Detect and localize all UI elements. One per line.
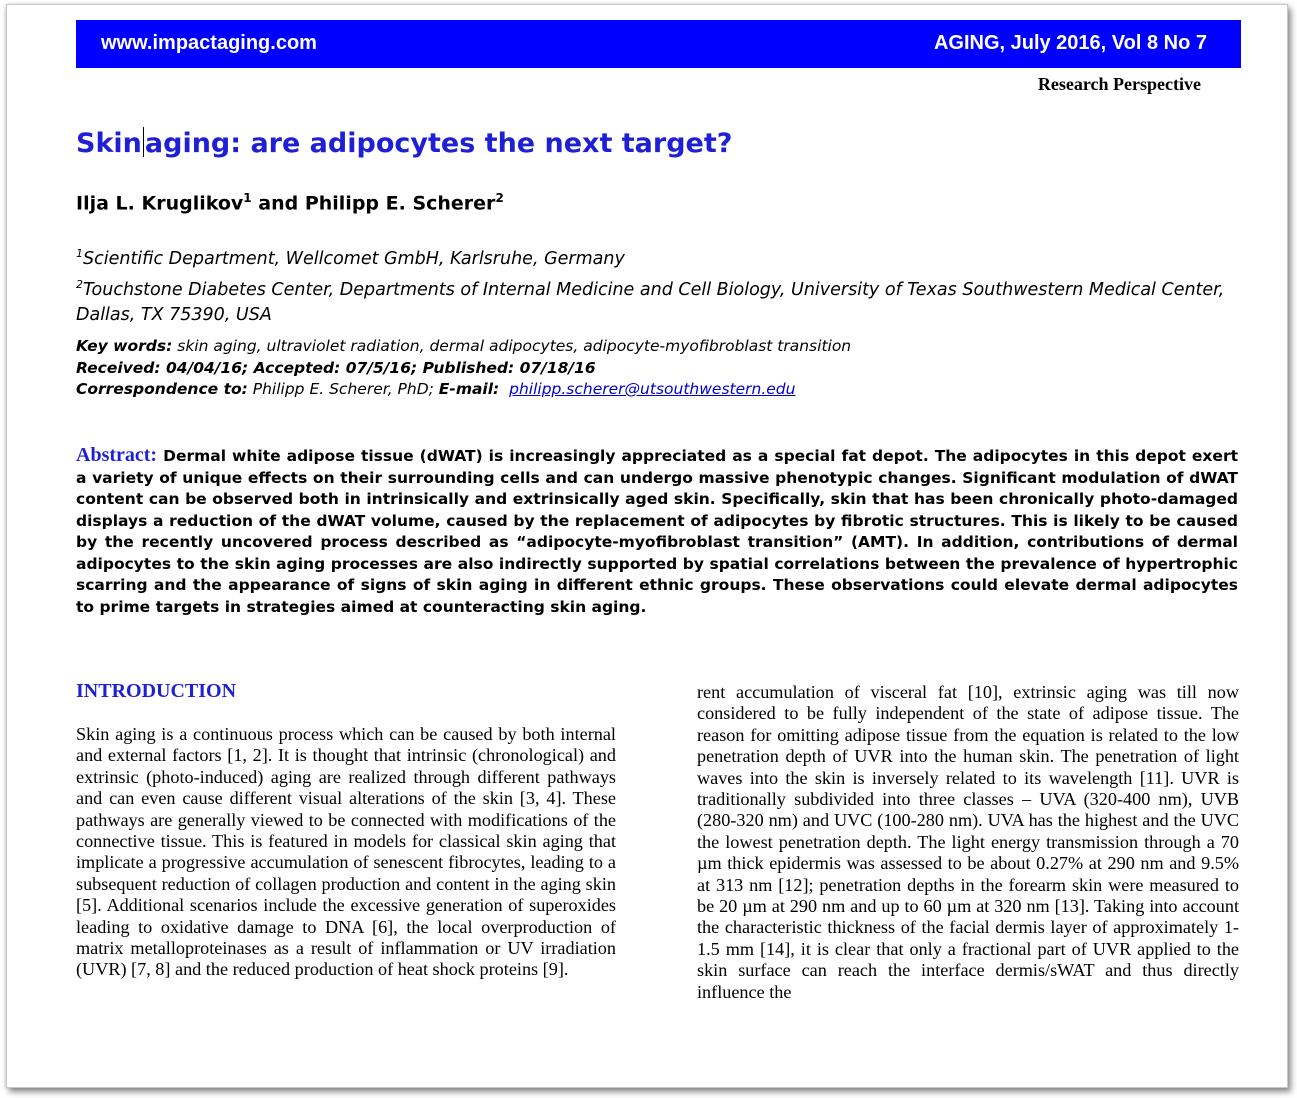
correspondence-name: Philipp E. Scherer, PhD; bbox=[247, 380, 439, 398]
affiliation-1-text: Scientific Department, Wellcomet GmbH, Karlsruhe, Germany bbox=[83, 248, 625, 269]
journal-header-bar bbox=[76, 20, 1241, 68]
author-2: Philipp E. Scherer bbox=[304, 192, 496, 215]
article-metadata bbox=[76, 336, 1246, 401]
keywords: skin aging, ultraviolet radiation, dermal adipocytes, adipocyte-myofibroblast transition bbox=[172, 337, 852, 355]
affiliations bbox=[76, 241, 1246, 328]
author-list bbox=[76, 191, 504, 214]
affiliation-2-num: 2 bbox=[76, 277, 83, 291]
affiliation-1 bbox=[76, 241, 1246, 272]
author-connector: and bbox=[251, 192, 305, 215]
author-1: Ilja L. Kruglikov bbox=[76, 192, 244, 215]
journal-issue: AGING, July 2016, Vol 8 No 7 bbox=[933, 32, 1207, 54]
correspondence-line bbox=[76, 379, 1246, 401]
document-page bbox=[6, 4, 1288, 1088]
article-title[interactable] bbox=[76, 127, 732, 159]
author-1-affil: 1 bbox=[243, 191, 252, 205]
publication-dates: Received: 04/04/16; Accepted: 07/5/16; Published: 07/18/16 bbox=[76, 358, 596, 377]
body-column-right: rent accumulation of visceral fat [10], extrinsic aging was till now considered to be fully independent of the state of adipose tissue. The reason for omitting adipose tissue from the equation is related to the low penetration depth of UVR into the human skin. The penetration of light waves into the skin is inversely related to its wavelength [11]. UVR is traditionally subdivided into three classes – UVA (320-400 nm), UVB (280-320 nm) and UVC (100-280 nm). UVA has the highest and the UVC the lowest penetration depth. The light energy transmission through a 70 µm thick epidermis was assessed to be about 0.27% at 290 nm and 9.5% at 313 nm [12]; penetration depths in the forearm skin were measured to be 20 µm at 290 nm and up to 60 µm at 320 nm [13]. Taking into account the characteristic thickness of the facial dermis layer of approximately 1-1.5 mm [14], it is clear that only a fractional part of UVR applied to the skin surface can reach the interface dermis/sWAT and thus directly influence the bbox=[697, 682, 1239, 1002]
journal-website-link[interactable]: www.impactaging.com bbox=[101, 32, 317, 54]
abstract-text: Dermal white adipose tissue (dWAT) is increasingly appreciated as a special fat depot. The adipocytes in this depot exert a variety of unique effects on their surrounding cells and can undergo massive phenotypic changes. Significant modulation of dWAT content can be observed both in intrinsically and extrinsically aged skin. Specifically, skin that has been chronically photo-damaged displays a reduction of the dWAT volume, caused by the replacement of adipocytes by fibrotic structures. This is likely to be caused by the recently uncovered process described as “adipocyte-myofibroblast transition” (AMT). In addition, contributions of dermal adipocytes to the skin aging processes are also indirectly supported by spatial correlations between the prevalence of hypertrophic scarring and the appearance of signs of skin aging in different ethnic groups. These observations could elevate dermal adipocytes to prime targets in strategies aimed at counteracting skin aging. bbox=[76, 447, 1238, 616]
affiliation-2 bbox=[76, 272, 1246, 328]
keywords-line bbox=[76, 336, 1246, 358]
email-link[interactable]: philipp.scherer@utsouthwestern.edu bbox=[509, 380, 796, 398]
body-column-left: Skin aging is a continuous process which can be caused by both internal and external factors [1, 2]. It is thought that intrinsic (chronological) and extrinsic (photo-induced) aging are realized through different pathways and can even cause different visual alterations of the skin [3, 4]. These pathways are generally viewed to be connected with modifications of the connective tissue. This is featured in models for classical skin aging that implicate a progressive accumulation of senescent fibrocytes, leading to a subsequent reduction of collagen production and content in the aging skin [5]. Additional scenarios include the excessive generation of superoxides leading to oxidative damage to DNA [6], the local overproduction of matrix metalloproteinases as a result of inflammation or UV irradiation (UVR) [7, 8] and the reduced production of heat shock proteins [9]. bbox=[76, 724, 616, 980]
keywords-label: Key words: bbox=[76, 337, 173, 355]
correspondence-label: Correspondence to: bbox=[76, 380, 248, 398]
article-type: Research Perspective bbox=[1037, 74, 1201, 94]
abstract bbox=[76, 445, 1238, 618]
dates-line bbox=[76, 358, 1246, 380]
abstract-label: Abstract: bbox=[76, 444, 158, 466]
text-cursor bbox=[143, 127, 144, 157]
author-2-affil: 2 bbox=[495, 191, 504, 205]
title-part-2: aging: are adipocytes the next target? bbox=[144, 128, 733, 159]
title-part-1: Skin bbox=[76, 128, 142, 159]
affiliation-2-text: Touchstone Diabetes Center, Departments of Internal Medicine and Cell Biology, University of Texas Southwestern Medical Center, Dallas, TX 75390, USA bbox=[76, 279, 1225, 325]
introduction-heading: INTRODUCTION bbox=[76, 680, 237, 702]
affiliation-1-num: 1 bbox=[76, 247, 83, 260]
email-label: E-mail: bbox=[438, 380, 500, 398]
